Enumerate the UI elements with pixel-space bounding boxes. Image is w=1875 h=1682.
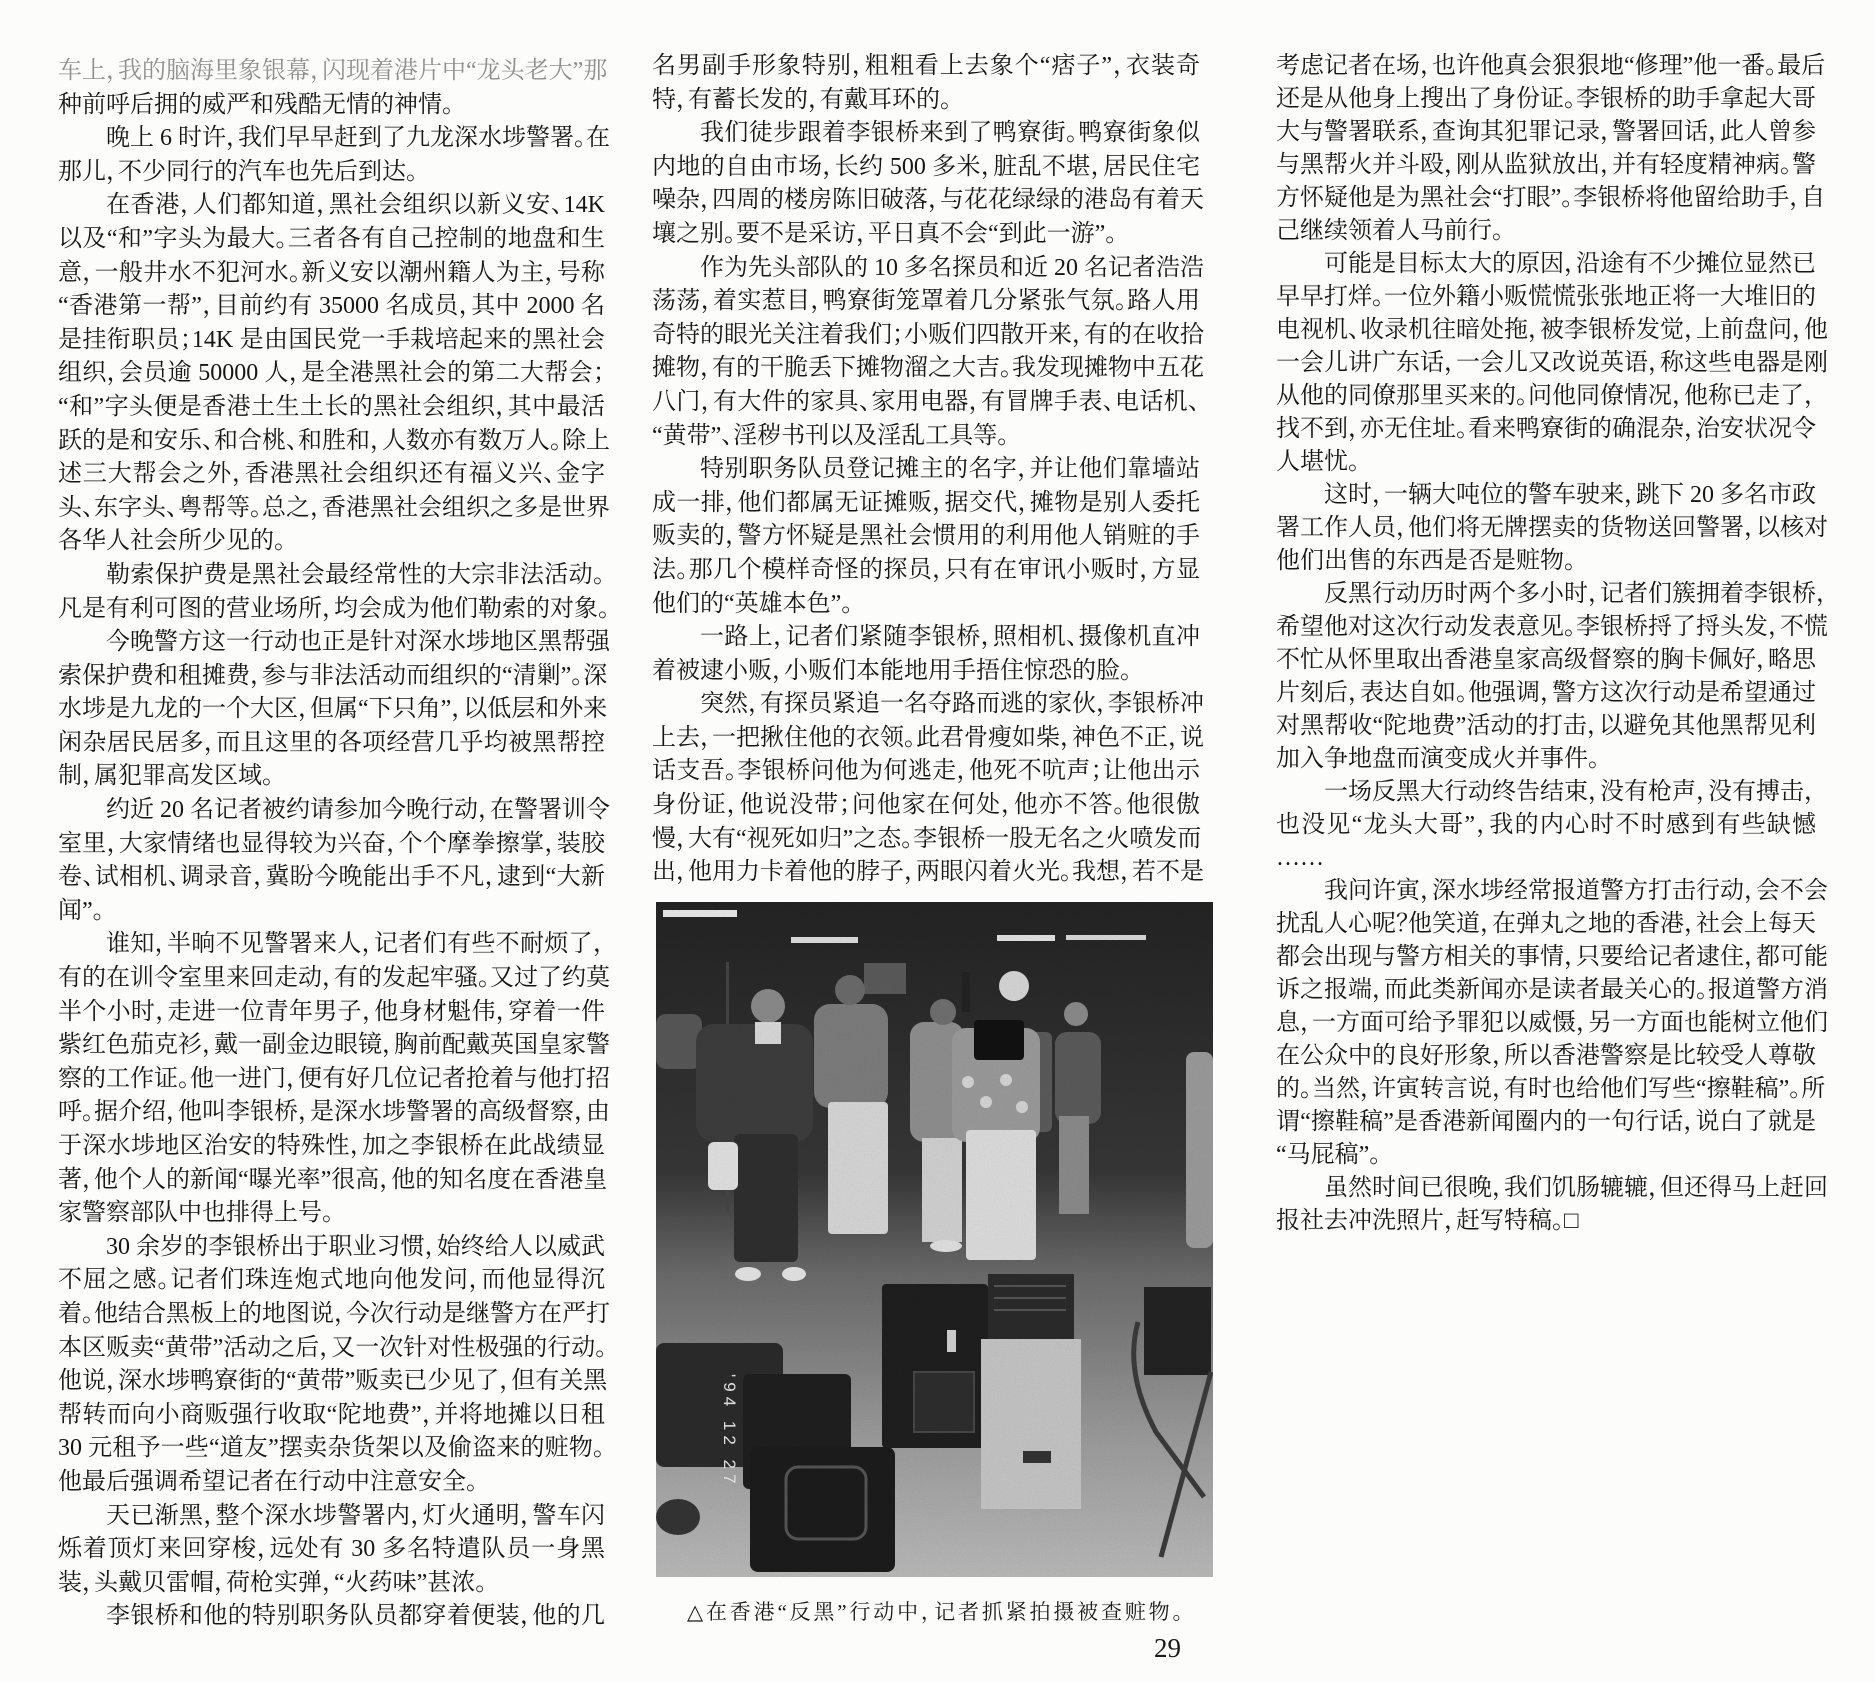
text-line: 这时，一辆大吨位的警车驶来，跳下 20 多名市政 [1324,482,1816,508]
text-line: 找不到，亦无住址。看来鸭寮街的确混杂，治安状况令 [1276,416,1816,442]
news-photo [656,902,1213,1577]
text-line: 组织，会员逾 50000 人，是全港黑社会的第二大帮会； [58,360,605,387]
text-line: 不屈之感。记者们珠连炮式地向他发问，而他显得沉 [58,1267,605,1294]
text-line: 着被逮小贩，小贩们本能地用手捂住惊恐的脸。 [652,657,1132,684]
text-line: 一场反黑大行动终告结束，没有枪声，没有搏击， [1324,779,1816,805]
text-line: 身份证，他说没带；问他家在何处，他亦不答。他很傲 [652,792,1200,819]
text-line: 息，一方面可给予罪犯以威慑，另一方面也能树立他们 [1276,1010,1828,1036]
text-line: 上去，一把揪住他的衣领。此君骨瘦如柴，神色不正，说 [652,724,1204,751]
text-line: 诉之报端，而此类新闻亦是读者最关心的。报道警方消 [1276,977,1828,1003]
paragraph [1276,875,1828,1172]
text-line: 30 余岁的李银桥出于职业习惯，始终给人以威武 [106,1233,605,1260]
text-line: 今晚警方这一行动也正是针对深水埗地区黑帮强 [106,629,610,656]
text-line: 都会出现与警方相关的事情，只要给记者逮住，都可能 [1276,944,1828,970]
paragraph [1276,776,1816,875]
text-line: 在公众中的良好形象，所以香港警察是比较受人尊敬 [1276,1043,1816,1069]
text-line: 卷、试相机、调录音，冀盼今晚能出手不凡，逮到“大新 [58,864,605,891]
text-line: 紫红色茄克衫，戴一副金边眼镜，胸前配戴英国皇家警 [58,1032,610,1059]
text-line: 八门，有大件的家具、家用电器，有冒牌手表、电话机、 [652,388,1200,415]
text-line: …… [1276,845,1324,871]
text-line: 本区贩卖“黄带”活动之后，又一次针对性极强的行动。 [58,1334,608,1361]
text-line: 特，有蓄长发的，有戴耳环的。 [652,86,952,113]
text-line: 加入争地盘而演变成火并事件。 [1276,746,1600,772]
text-line: 勒索保护费是黑社会最经常性的大宗非法活动。 [106,561,605,588]
text-line: 出，他用力卡着他的脖子，两眼闪着火光。我想，若不是 [652,859,1204,886]
paragraph [652,688,1204,890]
text-line: 车上，我的脑海里象银幕，闪现着港片中“龙头老大”那 [58,58,608,84]
text-line: 察的工作证。他一进门，便有好几位记者抢着与他打招 [58,1065,610,1092]
text-line: 有的在训令室里来回走动，有的发起牢骚。又过了约莫 [58,965,610,992]
text-line: 烁着顶灯来回穿梭，远处有 30 多名特遣队员一身黑 [58,1536,605,1563]
text-line: 述三大帮会之外，香港黑社会组织还有福义兴、金字 [58,461,605,488]
text-line: 天已渐黑，整个深水埗警署内，灯火通明，警车闪 [106,1502,605,1529]
paragraph [58,1500,605,1601]
scan-grain [656,902,1213,1577]
paragraph [652,621,1200,688]
text-line: 电视机、收录机往暗处拖，被李银桥发觉，上前盘问，他 [1276,317,1828,343]
text-line: “和”字头便是香港土生土长的黑社会组织，其中最活 [58,393,605,420]
text-line: 摊物，有的干脆丢下摊物溜之大吉。我发现摊物中五花 [652,355,1204,382]
paragraph [1276,1172,1828,1238]
text-line: 方怀疑他是为黑社会“打眼”。李银桥将他留给助手，自 [1276,185,1826,211]
text-line: 种前呼后拥的威严和残酷无情的神情。 [58,91,454,118]
page-number: 29 [1154,1633,1181,1663]
text-line: 希望他对这次行动发表意见。李银桥捋了捋头发，不慌 [1276,614,1828,640]
text-line: 晚上 6 时许，我们早早赶到了九龙深水埗警署。在 [106,125,610,152]
text-line: 不忙从怀里取出香港皇家高级督察的胸卡佩好，略思 [1276,647,1816,673]
text-line: 对黑帮收“陀地费”活动的打击，以避免其他黑帮见利 [1276,713,1816,739]
text-line: 是挂衔职员；14K 是由国民党一手栽培起来的黑社会 [58,326,605,353]
text-line: 内地的自由市场，长约 500 多米，脏乱不堪，居民住宅 [652,153,1200,180]
text-line: 索保护费和租摊费，参与非法活动而组织的“清剿”。深 [58,662,608,689]
text-line: 考虑记者在场，也许他真会狠狠地“修理”他一番。最后 [1276,53,1826,79]
text-line: 着。他结合黑板上的地图说，今次行动是继警方在严打 [58,1300,610,1327]
text-line: 奇特的眼光关注着我们；小贩们四散开来，有的在收拾 [652,321,1204,348]
text-line: 壤之别。要不是采访，平日真不会“到此一游”。 [652,220,1118,247]
paragraph [58,122,610,189]
text-line: 与黑帮火并斗殴，刚从监狱放出，并有轻度精神病。警 [1276,152,1816,178]
text-line: 他最后强调希望记者在行动中注意安全。 [58,1468,478,1495]
text-line: 还是从他身上搜出了身份证。李银桥的助手拿起大哥 [1276,86,1816,112]
text-line: 一路上，记者们紧随李银桥，照相机、摄像机直冲 [700,624,1200,651]
text-line: 水埗是九龙的一个大区，但属“下只角”，以低层和外来 [58,696,608,723]
text-line: 在香港，人们都知道，黑社会组织以新义安、14K [106,192,605,219]
paragraph [58,928,610,1230]
text-line: 室里，大家情绪也显得较为兴奋，个个摩拳擦掌，装胶 [58,830,605,857]
text-line: “马屁稿”。 [1276,1142,1382,1168]
text-line: 名男副手形象特别，粗粗看上去象个“痞子”，衣装奇 [652,53,1200,79]
text-line: 从他的同僚那里买来的。问他同僚情况，他称已走了， [1276,383,1816,409]
text-line: 也没见“龙头大哥”，我的内心时不时感到有些缺憾 [1276,812,1816,838]
paragraph [58,626,610,794]
text-line: 成一排，他们都属无证摊贩，据交代，摊物是别人委托 [652,489,1200,516]
text-line: 法。那几个模样奇怪的探员，只有在审讯小贩时，方显 [652,556,1200,583]
text-line: 的。当然，许寅转言说，有时也给他们写些“擦鞋稿”。所 [1276,1076,1826,1102]
paragraph [58,1600,605,1634]
text-line: 作为先头部队的 10 多名探员和近 20 名记者浩浩 [700,254,1204,281]
text-line: 谓“擦鞋稿”是香港新闻圈内的一句行话，说白了就是 [1276,1109,1816,1135]
paragraph [58,1231,610,1500]
text-line: 闲杂居民居多，而且这里的各项经营几乎均被黑帮控 [58,729,605,756]
text-line: 他们的“英雄本色”。 [652,590,854,617]
text-line: 噪杂，四周的楼房陈旧破落，与花花绿绿的港岛有着天 [652,187,1204,214]
paragraph [1276,50,1826,248]
photo-illustration [656,902,1213,1577]
text-line: 那儿，不少同行的汽车也先后到达。 [58,158,418,185]
text-column-middle [652,50,1204,890]
text-line: “香港第一帮”，目前约有 35000 名成员，其中 2000 名 [58,293,605,320]
paragraph [652,252,1204,454]
text-line: 荡荡，着实惹目，鸭寮街笼罩着几分紧张气氛。路人用 [652,288,1200,315]
text-line: 帮转而向小商贩强行收取“陀地费”，并将地摊以日租 [58,1401,605,1428]
text-line: 著，他个人的新闻“曝光率”很高，他的知名度在香港皇 [58,1166,608,1193]
text-column-right [1276,50,1828,1238]
paragraph [652,117,1204,251]
text-line: 他们出售的东西是否是赃物。 [1276,548,1576,574]
paragraph [1276,248,1828,479]
text-line: 制，属犯罪高发区域。 [58,763,274,790]
text-line: “黄带”、淫秽书刊以及淫乱工具等。 [652,422,1010,449]
text-line: 30 元租予一些“道友”摆卖杂货架以及偷盗来的赃物。 [58,1435,605,1462]
text-line: 早早打烊。一位外籍小贩慌慌张张地正将一大堆旧的 [1276,284,1816,310]
text-line: 人堪忧。 [1276,449,1360,475]
text-line: 署工作人员，他们将无牌摆卖的货物送回警署，以核对 [1276,515,1828,541]
text-line: 各华人社会所少见的。 [58,528,286,555]
text-line: 头、东字头、粤帮等。总之，香港黑社会组织之多是世界 [58,494,610,521]
paragraph [58,559,610,626]
text-line: 谁知，半晌不见警署来人，记者们有些不耐烦了， [106,931,605,958]
text-line: 呼。据介绍，他叫李银桥，是深水埗警署的高级督察，由 [58,1099,610,1126]
text-line: 装，头戴贝雷帽，荷枪实弹，“火药味”甚浓。 [58,1569,488,1596]
text-line: 大与警署联系，查询其犯罪记录，警署回话，此人曾参 [1276,119,1816,145]
photo-caption: △在香港“反黑”行动中，记者抓紧拍摄被查赃物。 [687,1600,1183,1624]
text-line: 约近 20 名记者被约请参加今晚行动，在警署训令 [106,797,610,824]
text-line: 贩卖的，警方怀疑是黑社会惯用的利用他人销赃的手 [652,523,1200,550]
text-line: 我们徒步跟着李银桥来到了鸭寮街。鸭寮街象似 [700,120,1200,147]
text-line: 报社去冲洗照片，赶写特稿。□ [1276,1208,1579,1234]
photo-date-stamp: '94 12 27 [720,1374,739,1489]
paragraph [58,189,610,559]
text-line: 于深水埗地区治安的特殊性，加之李银桥在此战绩显 [58,1133,605,1159]
paragraph [58,794,610,928]
paragraph [1276,578,1828,776]
text-line: 意，一般井水不犯河水。新义安以潮州籍人为主，号称 [58,259,605,286]
text-line: 李银桥和他的特别职务队员都穿着便装，他的几 [106,1603,605,1630]
text-line: 可能是目标太大的原因，沿途有不少摊位显然已 [1324,251,1816,277]
paragraph [652,453,1200,621]
text-column-left [58,55,610,1634]
text-line: 家警察部队中也排得上号。 [58,1200,334,1227]
text-line: 话支吾。李银桥问他为何逃走，他死不吭声；让他出示 [652,758,1200,785]
text-line: 凡是有利可图的营业场所，均会成为他们勒索的对象。 [58,595,610,622]
text-line: 反黑行动历时两个多小时，记者们簇拥着李银桥， [1324,581,1828,607]
text-line: 我问许寅，深水埗经常报道警方打击行动，会不会 [1324,878,1828,904]
text-line: 虽然时间已很晚，我们饥肠辘辘，但还得马上赶回 [1324,1175,1828,1201]
text-line: 闻”。 [58,897,105,924]
text-line: 片刻后，表达自如。他强调，警方这次行动是希望通过 [1276,680,1816,706]
text-line: 己继续领着人马前行。 [1276,218,1504,244]
text-line: 一会儿讲广东话，一会儿又改说英语，称这些电器是刚 [1276,350,1828,376]
paragraph [1276,479,1828,578]
paragraph [652,50,1200,117]
text-line: 特别职务队员登记摊主的名字，并让他们靠墙站 [700,456,1200,483]
text-line: 扰乱人心呢？他笑道，在弹丸之地的香港，社会上每天 [1276,911,1816,937]
text-line: 以及“和”字头为最大。三者各有自己控制的地盘和生 [58,225,605,252]
text-line: 半个小时，走进一位青年男子，他身材魁伟，穿着一件 [58,998,605,1025]
text-line: 跃的是和安乐、和合桃、和胜和，人数亦有数万人。除上 [58,427,610,454]
paragraph [58,55,608,122]
text-line: 突然，有探员紧追一名夺路而逃的家伙，李银桥冲 [700,691,1204,718]
text-line: 慢，大有“视死如归”之态。李银桥一股无名之火喷发而 [652,825,1202,852]
text-line: 他说，深水埗鸭寮街的“黄带”贩卖已少见了，但有关黑 [58,1368,608,1395]
